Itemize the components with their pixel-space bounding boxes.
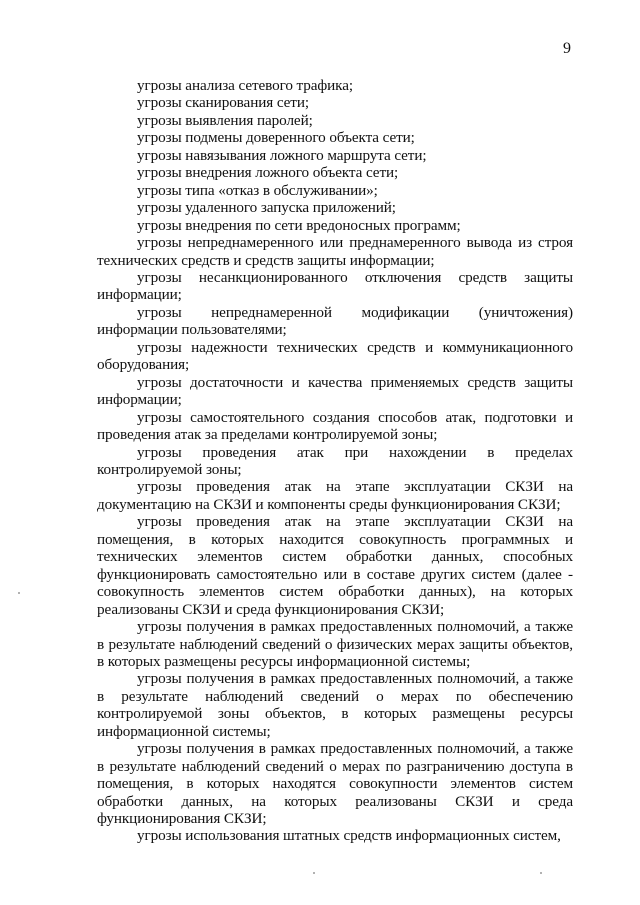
list-item: угрозы внедрения ложного объекта сети; (137, 164, 399, 182)
scan-speck (540, 872, 542, 874)
list-item: угрозы выявления паролей; (137, 111, 313, 129)
list-item: угрозы самостоятельного создания способов атак, подготовки и проведения атак за пределами контролируемой зоны; (97, 408, 573, 444)
list-item: угрозы проведения атак на этапе эксплуатации СКЗИ на документацию на СКЗИ и компоненты среды функционирования СКЗИ; (97, 478, 573, 513)
list-item: угрозы подмены доверенного объекта сети; (137, 129, 415, 147)
list-item: угрозы непреднамеренного или преднамеренного вывода из строя технических средств и средств защиты информации; (97, 234, 573, 269)
list-item: угрозы удаленного запуска приложений; (137, 199, 396, 217)
page-number: 9 (563, 40, 571, 57)
list-item: угрозы анализа сетевого трафика; (137, 77, 353, 94)
scan-speck (313, 872, 315, 874)
list-item: угрозы получения в рамках предоставленных полномочий, а также в результате наблюдений сведений о мерах по разграничению доступа в помещения, в которых находятся совокупности элементов систем обработки данных, на которых реализованы СКЗИ и среда функционирования СКЗИ; (97, 740, 573, 828)
list-item: угрозы достаточности и качества применяемых средств защиты информации; (97, 373, 573, 409)
list-item: угрозы получения в рамках предоставленных полномочий, а также в результате наблюдений сведений о мерах по обеспечению контролируемой зоны объектов, в которых размещены ресурсы информационной системы; (97, 670, 573, 740)
list-item: угрозы типа «отказ в обслуживании»; (137, 181, 378, 199)
list-item: угрозы надежности технических средств и коммуникационного оборудования; (97, 338, 573, 374)
scan-speck (18, 592, 20, 594)
list-item: угрозы проведения атак на этапе эксплуатации СКЗИ на помещения, в которых находится совокупность программных и технических элементов систем обработки данных, способных функционировать самостоятельно или в составе других систем (далее - совокупность элементов систем обработки данных), на которых реализованы СКЗИ и среда функционирования СКЗИ; (97, 513, 573, 618)
list-item: угрозы получения в рамках предоставленных полномочий, а также в результате наблюдений сведений о физических мерах защиты объектов, в которых размещены ресурсы информационной системы; (97, 618, 573, 670)
list-item: угрозы непреднамеренной модификации (уничтожения) информации пользователями; (97, 303, 573, 339)
document-body (97, 77, 573, 845)
list-item: угрозы навязывания ложного маршрута сети; (137, 146, 427, 164)
list-item: угрозы внедрения по сети вредоносных программ; (137, 216, 461, 234)
list-item: угрозы несанкционированного отключения средств защиты информации; (97, 268, 573, 304)
list-item: угрозы проведения атак при нахождении в пределах контролируемой зоны; (97, 443, 573, 478)
list-item: угрозы сканирования сети; (137, 94, 309, 112)
list-item: угрозы использования штатных средств информационных систем, (137, 827, 561, 845)
